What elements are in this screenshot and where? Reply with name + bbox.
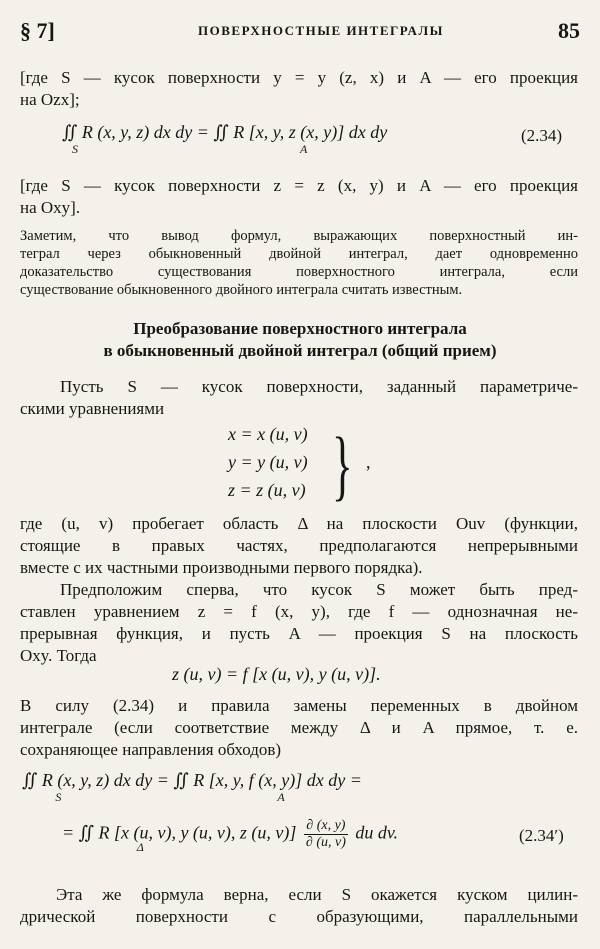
para1-line2: на Ozx]; bbox=[20, 90, 80, 109]
page-number: 85 bbox=[558, 18, 580, 43]
brace-comma: , bbox=[366, 452, 371, 472]
equation-2-34p-line2-a: = ∬ R [x (u, v), y (u, v), z (u, v)] bbox=[62, 822, 297, 843]
para6-line2: интеграле (если соответствие между Δ и A прямое, т. е. bbox=[20, 718, 578, 737]
equation-2-34p-line2-b: du dv. bbox=[355, 822, 399, 843]
equation-number-2-34: (2.34) bbox=[521, 126, 563, 145]
para3-line1: Пусть S — кусок поверхности, заданный параметриче- bbox=[60, 377, 578, 396]
equation-z-uv: z (u, v) = f [x (u, v), y (u, v)]. bbox=[172, 664, 381, 684]
section-number: § 7] bbox=[20, 18, 55, 43]
param-eq-z: z = z (u, v) bbox=[228, 480, 306, 500]
para5-line2: ставлен уравнением z = f (x, y), где f — однозначная не- bbox=[20, 602, 578, 621]
equation-2-34-sub-a: A bbox=[300, 142, 308, 156]
para5-line3: прерывная функция, и пусть A — проекция S на плоскость bbox=[20, 624, 578, 643]
para6-line3: сохраняющее направления обходов) bbox=[20, 740, 282, 759]
section-heading-line1: Преобразование поверхностного интеграла bbox=[133, 319, 467, 338]
para2-line2: на Oxy]. bbox=[20, 198, 81, 217]
para4-line3: вместе с их частными производными первого порядка). bbox=[20, 558, 423, 577]
note-line-2: теграл через обыкновенный двойной интеграл, дает одновременно bbox=[20, 246, 578, 262]
para4-line2: стоящие в правых частях, предполагаются непрерывными bbox=[20, 536, 578, 555]
para1-line1: [где S — кусок поверхности y = y (z, x) и A — его проекция bbox=[20, 68, 578, 87]
jacobian-numerator: ∂ (x, y) bbox=[304, 818, 348, 835]
jacobian-denominator: ∂ (u, v) bbox=[305, 835, 346, 850]
para7-line1: Эта же формула верна, если S окажется куском цилин- bbox=[56, 885, 578, 904]
jacobian-fraction bbox=[304, 818, 348, 851]
running-title: ПОВЕРХНОСТНЫЕ ИНТЕГРАЛЫ bbox=[198, 23, 444, 38]
note-line-3: доказательство существования поверхностного интеграла, если bbox=[20, 264, 578, 280]
equation-2-34p-sub-delta: Δ bbox=[136, 840, 144, 854]
equation-2-34-body: ∬ R (x, y, z) dx dy = ∬ R [x, y, z (x, y)] dx dy bbox=[62, 122, 388, 142]
param-eq-x: x = x (u, v) bbox=[228, 424, 308, 444]
para5-line4: Oxy. Тогда bbox=[20, 646, 97, 665]
para4-line1: где (u, v) пробегает область Δ на плоскости Ouv (функции, bbox=[20, 514, 578, 533]
equation-2-34 bbox=[62, 122, 387, 143]
equation-2-34p-sub-a: A bbox=[277, 790, 285, 804]
section-heading-line2: в обыкновенный двойной интеграл (общий прием) bbox=[103, 341, 497, 360]
equation-number-2-34p: (2.34′) bbox=[519, 826, 564, 845]
note-line-4: существование обыкновенного двойного интеграла считать известным. bbox=[20, 282, 463, 298]
equation-2-34-sub-s: S bbox=[72, 142, 78, 156]
equation-2-34p-line1: ∬ R (x, y, z) dx dy = ∬ R [x, y, f (x, y)] dx dy = bbox=[22, 770, 362, 790]
right-brace: } bbox=[332, 421, 353, 508]
equation-2-34p-sub-s: S bbox=[55, 790, 62, 804]
note-line-1: Заметим, что вывод формул, выражающих поверхностный ин- bbox=[20, 228, 578, 244]
para2-line1: [где S — кусок поверхности z = z (x, y) и A — его проекция bbox=[20, 176, 578, 195]
param-eq-y: y = y (u, v) bbox=[228, 452, 308, 472]
para6-line1: В силу (2.34) и правила замены переменных в двойном bbox=[20, 696, 578, 715]
para7-line2: дрической поверхности с образующими, параллельными bbox=[20, 907, 578, 926]
para5-line1: Предположим сперва, что кусок S может быть пред- bbox=[60, 580, 578, 599]
equation-2-34p-line2 bbox=[62, 818, 398, 851]
running-header bbox=[18, 18, 580, 46]
para3-line2: скими уравнениями bbox=[20, 399, 165, 418]
